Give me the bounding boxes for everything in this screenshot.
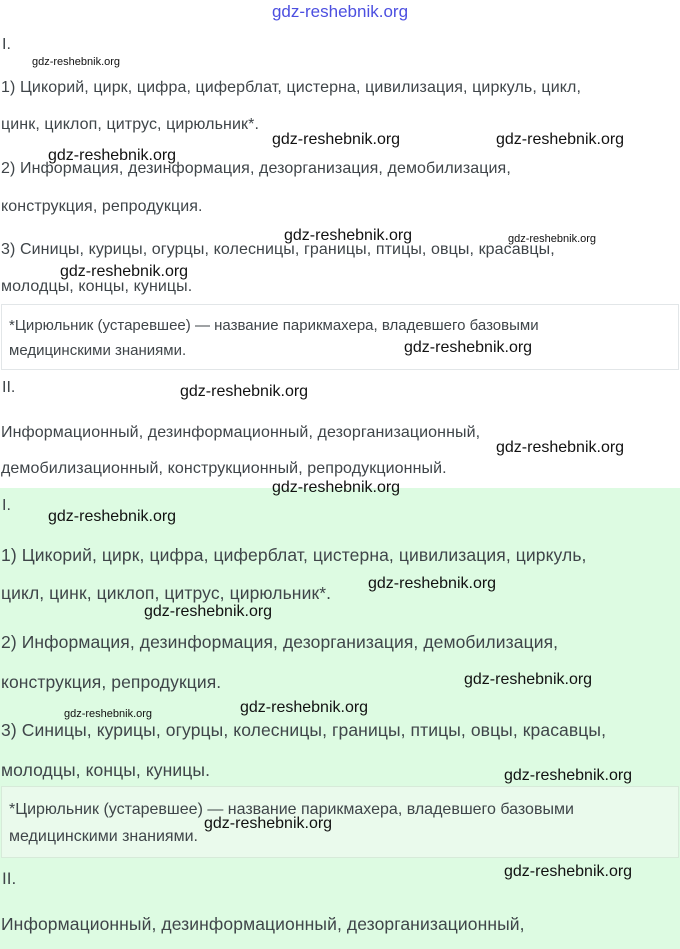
paragraph-line: 1) Цикорий, цирк, цифра, циферблат, цистерна, цивилизация, циркуль, [1,545,587,565]
watermark: gdz-reshebnik.org [496,439,625,456]
watermark: gdz-reshebnik.org [368,575,497,592]
paragraph-line: молодцы, концы, куницы. [1,278,193,295]
section-roman-i: I. [2,36,11,53]
watermark: gdz-reshebnik.org [240,699,369,716]
paragraph-line: цинк, циклоп, цитрус, цирюльник*. [1,116,260,133]
watermark: gdz-reshebnik.org [60,263,189,280]
section-roman-ii: II. [2,869,17,888]
footnote-line: *Цирюльник (устаревшее) — название парикмахера, владевшего базовыми [9,801,574,818]
section-roman-ii: II. [2,379,16,396]
paragraph-line: 2) Информация, дезинформация, дезорганизация, демобилизация, [1,160,511,177]
header-site-link[interactable]: gdz-reshebnik.org [271,2,409,21]
paragraph-line: цикл, цинк, циклоп, цитрус, цирюльник*. [1,583,332,603]
watermark: gdz-reshebnik.org [48,147,177,164]
paragraph-line: Информационный, дезинформационный, дезорганизационный, [1,914,525,934]
watermark: gdz-reshebnik.org [64,708,153,720]
paragraph-line: Информационный, дезинформационный, дезорганизационный, [1,424,481,441]
watermark: gdz-reshebnik.org [32,56,121,68]
paragraph-line: конструкция, репродукция. [1,198,203,215]
paragraph-line: 1) Цикорий, цирк, цифра, циферблат, цистерна, цивилизация, циркуль, цикл, [1,79,581,96]
watermark: gdz-reshebnik.org [464,671,593,688]
watermark: gdz-reshebnik.org [272,131,401,148]
paragraph-line: 3) Синицы, курицы, огурцы, колесницы, границы, птицы, овцы, красавцы, [1,241,555,258]
watermark: gdz-reshebnik.org [272,479,401,496]
paragraph-line: молодцы, концы, куницы. [1,760,211,780]
watermark: gdz-reshebnik.org [508,233,597,245]
footnote-line: *Цирюльник (устаревшее) — название парикмахера, владевшего базовыми [9,317,539,334]
watermark: gdz-reshebnik.org [144,603,273,620]
paragraph-line: демобилизационный, конструкционный, репродукционный. [1,460,447,477]
footnote-box [1,786,679,858]
watermark: gdz-reshebnik.org [504,767,633,784]
section-roman-i: I. [2,497,11,514]
watermark: gdz-reshebnik.org [496,131,625,148]
paragraph-line: 2) Информация, дезинформация, дезорганизация, демобилизация, [1,632,559,652]
watermark: gdz-reshebnik.org [284,227,413,244]
paragraph-line: конструкция, репродукция. [1,672,222,692]
watermark: gdz-reshebnik.org [180,383,309,400]
watermark: gdz-reshebnik.org [504,863,633,880]
footnote-line: медицинскими знаниями. [9,342,187,359]
watermark: gdz-reshebnik.org [204,815,333,832]
paragraph-line: 3) Синицы, курицы, огурцы, колесницы, границы, птицы, овцы, красавцы, [1,720,607,740]
footnote-box [1,304,679,370]
footnote-line: медицинскими знаниями. [9,828,198,845]
watermark: gdz-reshebnik.org [48,508,177,525]
watermark: gdz-reshebnik.org [404,339,533,356]
